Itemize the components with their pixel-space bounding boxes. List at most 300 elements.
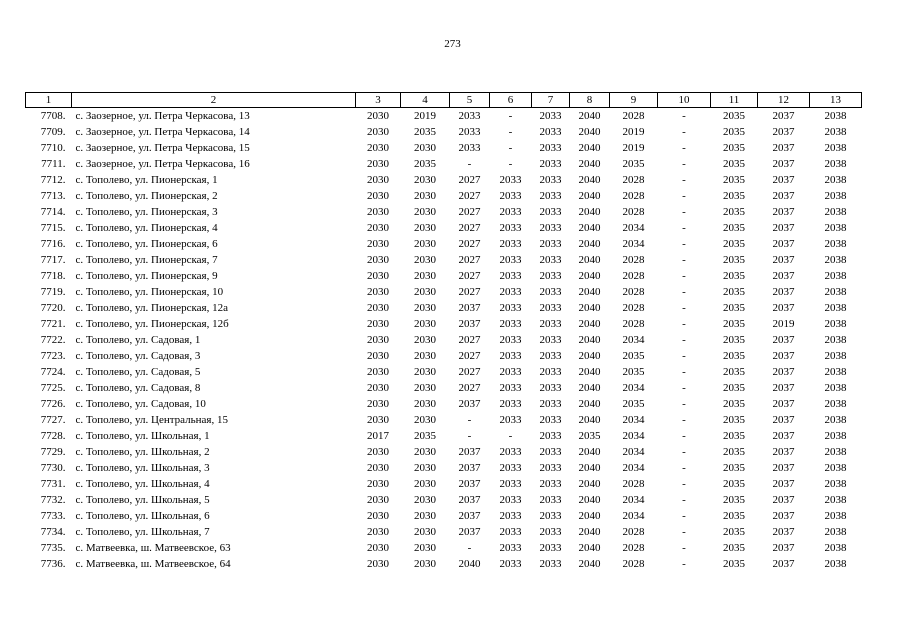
year-cell: 2035	[723, 366, 745, 378]
year-cell: 2033	[499, 238, 522, 250]
year-cell: 2033	[499, 270, 522, 282]
year-cell: 2033	[499, 414, 522, 426]
table-row	[26, 348, 862, 364]
table-row	[26, 108, 862, 125]
address-cell: с. Заозерное, ул. Петра Черкасова, 16	[75, 158, 250, 170]
year-cell: 2028	[622, 190, 645, 202]
table-row	[26, 556, 862, 572]
row-number-cell: 7736.	[40, 558, 66, 570]
year-cell: 2027	[458, 382, 481, 394]
year-cell: 2040	[578, 206, 601, 218]
year-cell: 2030	[367, 270, 389, 282]
table-row	[26, 156, 862, 172]
address-cell: с. Тополево, ул. Пионерская, 3	[75, 206, 218, 218]
year-cell: 2037	[458, 494, 481, 506]
year-cell: 2038	[824, 222, 847, 234]
row-number-cell: 7721.	[40, 318, 66, 330]
year-cell: 2038	[824, 254, 847, 266]
year-cell: 2033	[499, 302, 522, 314]
year-cell: 2028	[622, 526, 645, 538]
year-cell: 2033	[499, 366, 522, 378]
year-cell: 2019	[622, 142, 645, 154]
year-cell: -	[682, 190, 686, 202]
row-number-cell: 7733.	[40, 510, 66, 522]
year-cell: 2030	[414, 462, 436, 474]
year-cell: 2033	[539, 430, 562, 442]
year-cell: 2040	[578, 302, 601, 314]
year-cell: 2027	[458, 174, 481, 186]
table-row	[26, 236, 862, 252]
year-cell: -	[467, 158, 472, 170]
address-cell: с. Заозерное, ул. Петра Черкасова, 15	[75, 142, 250, 154]
year-cell: 2038	[824, 398, 847, 410]
year-cell: 2040	[578, 446, 601, 458]
year-cell: 2037	[772, 382, 795, 394]
year-cell: 2035	[723, 446, 745, 458]
year-cell: 2030	[414, 206, 436, 218]
column-header: 1	[26, 93, 72, 108]
year-cell: -	[508, 110, 513, 122]
year-cell: 2028	[622, 542, 645, 554]
year-cell: 2030	[367, 222, 389, 234]
year-cell: 2037	[772, 398, 795, 410]
year-cell: 2038	[824, 542, 847, 554]
address-cell: с. Тополево, ул. Школьная, 7	[75, 526, 210, 538]
year-cell: 2038	[824, 382, 847, 394]
year-cell: 2037	[772, 110, 795, 122]
year-cell: 2035	[414, 430, 436, 442]
address-cell: с. Тополево, ул. Центральная, 15	[75, 414, 228, 426]
year-cell: 2037	[772, 494, 795, 506]
year-cell: 2028	[622, 174, 645, 186]
table-row	[26, 284, 862, 300]
year-cell: 2033	[499, 542, 522, 554]
year-cell: 2030	[414, 174, 436, 186]
year-cell: 2040	[578, 286, 601, 298]
address-cell: с. Тополево, ул. Пионерская, 10	[75, 286, 224, 298]
year-cell: 2035	[723, 270, 745, 282]
year-cell: -	[682, 558, 686, 570]
address-cell: с. Тополево, ул. Пионерская, 9	[75, 270, 218, 282]
year-cell: 2033	[539, 158, 562, 170]
page-number: 273	[444, 38, 461, 50]
year-cell: -	[682, 158, 686, 170]
year-cell: 2040	[578, 542, 601, 554]
year-cell: 2038	[824, 174, 847, 186]
table-row	[26, 188, 862, 204]
year-cell: 2037	[772, 542, 795, 554]
year-cell: 2030	[367, 286, 389, 298]
year-cell: 2035	[622, 350, 645, 362]
year-cell: 2038	[824, 430, 847, 442]
year-cell: 2040	[578, 270, 601, 282]
year-cell: 2040	[578, 254, 601, 266]
year-cell: -	[682, 478, 686, 490]
year-cell: 2030	[414, 414, 436, 426]
year-cell: 2033	[499, 382, 522, 394]
year-cell: 2040	[578, 334, 601, 346]
year-cell: 2033	[539, 238, 562, 250]
year-cell: 2033	[539, 494, 562, 506]
header-row	[26, 93, 862, 108]
year-cell: 2035	[723, 110, 745, 122]
year-cell: 2037	[772, 158, 795, 170]
year-cell: 2040	[458, 558, 481, 570]
year-cell: 2030	[367, 238, 389, 250]
row-number-cell: 7708.	[40, 110, 66, 122]
year-cell: -	[682, 350, 686, 362]
year-cell: 2035	[723, 558, 745, 570]
year-cell: 2030	[367, 462, 389, 474]
year-cell: 2034	[622, 446, 645, 458]
year-cell: 2028	[622, 302, 645, 314]
year-cell: 2033	[499, 286, 522, 298]
year-cell: 2035	[723, 382, 745, 394]
row-number-cell: 7713.	[40, 190, 66, 202]
year-cell: 2030	[367, 334, 389, 346]
year-cell: 2035	[723, 430, 745, 442]
year-cell: 2030	[414, 302, 436, 314]
year-cell: 2040	[578, 190, 601, 202]
year-cell: 2030	[414, 190, 436, 202]
year-cell: 2028	[622, 318, 645, 330]
year-cell: 2038	[824, 270, 847, 282]
year-cell: -	[682, 526, 686, 538]
address-cell: с. Тополево, ул. Пионерская, 12б	[75, 318, 229, 330]
year-cell: -	[682, 126, 686, 138]
year-cell: 2037	[458, 478, 481, 490]
year-cell: 2040	[578, 478, 601, 490]
year-cell: 2033	[499, 334, 522, 346]
year-cell: 2030	[414, 478, 436, 490]
year-cell: 2037	[772, 462, 795, 474]
year-cell: 2033	[539, 366, 562, 378]
row-number-cell: 7728.	[40, 430, 66, 442]
address-cell: с. Матвеевка, ш. Матвеевское, 64	[75, 558, 231, 570]
year-cell: 2034	[622, 238, 645, 250]
year-cell: 2030	[367, 446, 389, 458]
table-row	[26, 428, 862, 444]
column-header: 9	[610, 93, 658, 108]
year-cell: 2037	[772, 238, 795, 250]
row-number-cell: 7710.	[40, 142, 66, 154]
year-cell: -	[682, 206, 686, 218]
year-cell: 2037	[458, 398, 481, 410]
year-cell: 2033	[539, 142, 562, 154]
year-cell: 2030	[367, 190, 389, 202]
year-cell: 2037	[772, 174, 795, 186]
year-cell: 2030	[367, 142, 389, 154]
year-cell: 2033	[539, 206, 562, 218]
row-number-cell: 7734.	[40, 526, 66, 538]
year-cell: 2040	[578, 222, 601, 234]
year-cell: 2027	[458, 190, 481, 202]
year-cell: 2035	[723, 526, 745, 538]
year-cell: 2038	[824, 334, 847, 346]
year-cell: 2030	[367, 382, 389, 394]
row-number-cell: 7712.	[40, 174, 66, 186]
year-cell: 2033	[539, 318, 562, 330]
year-cell: 2027	[458, 350, 481, 362]
year-cell: 2033	[458, 126, 481, 138]
year-cell: 2030	[414, 558, 436, 570]
year-cell: 2037	[772, 446, 795, 458]
year-cell: 2040	[578, 174, 601, 186]
year-cell: 2040	[578, 158, 601, 170]
year-cell: 2030	[367, 174, 389, 186]
year-cell: -	[467, 414, 472, 426]
year-cell: 2033	[539, 462, 562, 474]
year-cell: 2030	[414, 270, 436, 282]
year-cell: 2034	[622, 462, 645, 474]
year-cell: 2027	[458, 366, 481, 378]
year-cell: 2035	[723, 206, 745, 218]
year-cell: 2030	[414, 494, 436, 506]
column-header: 6	[490, 93, 532, 108]
year-cell: 2040	[578, 382, 601, 394]
year-cell: 2034	[622, 382, 645, 394]
row-number-cell: 7725.	[40, 382, 66, 394]
year-cell: 2033	[539, 414, 562, 426]
year-cell: 2037	[772, 190, 795, 202]
column-header: 12	[758, 93, 810, 108]
year-cell: 2030	[367, 126, 389, 138]
year-cell: 2035	[414, 126, 436, 138]
year-cell: 2035	[723, 142, 745, 154]
address-cell: с. Тополево, ул. Пионерская, 1	[75, 174, 218, 186]
year-cell: 2038	[824, 510, 847, 522]
year-cell: 2035	[578, 430, 601, 442]
year-cell: 2027	[458, 238, 481, 250]
year-cell: 2035	[723, 126, 745, 138]
table-row	[26, 316, 862, 332]
year-cell: 2037	[772, 270, 795, 282]
year-cell: 2030	[367, 318, 389, 330]
year-cell: 2040	[578, 414, 601, 426]
year-cell: 2037	[458, 510, 481, 522]
address-cell: с. Тополево, ул. Школьная, 6	[75, 510, 210, 522]
column-header: 4	[401, 93, 450, 108]
year-cell: 2028	[622, 286, 645, 298]
address-cell: с. Тополево, ул. Пионерская, 7	[75, 254, 218, 266]
row-number-cell: 7715.	[40, 222, 66, 234]
year-cell: 2033	[539, 190, 562, 202]
year-cell: -	[467, 430, 472, 442]
year-cell: -	[682, 494, 686, 506]
year-cell: 2038	[824, 158, 847, 170]
year-cell: 2033	[539, 558, 562, 570]
address-cell: с. Тополево, ул. Садовая, 10	[75, 398, 206, 410]
year-cell: 2030	[414, 286, 436, 298]
year-cell: 2030	[367, 350, 389, 362]
year-cell: 2033	[539, 446, 562, 458]
table-row	[26, 476, 862, 492]
year-cell: 2038	[824, 286, 847, 298]
year-cell: 2019	[414, 110, 436, 122]
year-cell: 2033	[499, 398, 522, 410]
year-cell: 2038	[824, 494, 847, 506]
year-cell: 2037	[772, 286, 795, 298]
year-cell: 2027	[458, 206, 481, 218]
address-cell: с. Тополево, ул. Школьная, 1	[75, 430, 210, 442]
year-cell: -	[682, 366, 686, 378]
year-cell: 2038	[824, 462, 847, 474]
year-cell: 2037	[772, 254, 795, 266]
year-cell: 2035	[723, 542, 745, 554]
year-cell: 2033	[458, 142, 481, 154]
year-cell: -	[682, 462, 686, 474]
table-body	[26, 108, 862, 573]
year-cell: 2030	[414, 542, 436, 554]
year-cell: 2037	[772, 302, 795, 314]
year-cell: 2030	[414, 510, 436, 522]
address-cell: с. Тополево, ул. Школьная, 2	[75, 446, 210, 458]
table-row	[26, 460, 862, 476]
row-number-cell: 7729.	[40, 446, 66, 458]
year-cell: 2040	[578, 142, 601, 154]
year-cell: 2038	[824, 110, 847, 122]
table-row	[26, 364, 862, 380]
year-cell: 2033	[539, 398, 562, 410]
row-number-cell: 7723.	[40, 350, 66, 362]
year-cell: 2033	[499, 174, 522, 186]
year-cell: 2033	[499, 190, 522, 202]
year-cell: 2033	[539, 270, 562, 282]
year-cell: -	[682, 318, 686, 330]
table-row	[26, 492, 862, 508]
year-cell: 2030	[367, 366, 389, 378]
year-cell: 2030	[367, 526, 389, 538]
year-cell: 2033	[539, 334, 562, 346]
row-number-cell: 7724.	[40, 366, 66, 378]
year-cell: -	[682, 142, 686, 154]
year-cell: 2035	[414, 158, 436, 170]
year-cell: 2038	[824, 190, 847, 202]
year-cell: 2037	[458, 526, 481, 538]
year-cell: 2038	[824, 558, 847, 570]
year-cell: 2034	[622, 494, 645, 506]
address-cell: с. Заозерное, ул. Петра Черкасова, 14	[75, 126, 250, 138]
year-cell: 2030	[367, 558, 389, 570]
address-cell: с. Тополево, ул. Пионерская, 2	[75, 190, 218, 202]
year-cell: 2033	[499, 350, 522, 362]
year-cell: -	[682, 222, 686, 234]
year-cell: -	[682, 398, 686, 410]
year-cell: 2033	[539, 542, 562, 554]
year-cell: 2030	[367, 206, 389, 218]
address-cell: с. Тополево, ул. Пионерская, 4	[75, 222, 218, 234]
year-cell: 2040	[578, 238, 601, 250]
year-cell: 2037	[772, 142, 795, 154]
year-cell: 2033	[539, 110, 562, 122]
year-cell: 2033	[499, 462, 522, 474]
year-cell: -	[682, 382, 686, 394]
year-cell: 2035	[723, 398, 745, 410]
year-cell: 2035	[723, 350, 745, 362]
year-cell: -	[682, 270, 686, 282]
year-cell: -	[682, 110, 686, 122]
column-header: 5	[450, 93, 490, 108]
column-header: 8	[570, 93, 610, 108]
year-cell: 2033	[499, 526, 522, 538]
table-row	[26, 300, 862, 316]
year-cell: 2033	[539, 382, 562, 394]
year-cell: 2035	[723, 414, 745, 426]
address-cell: с. Тополево, ул. Школьная, 4	[75, 478, 210, 490]
row-number-cell: 7720.	[40, 302, 66, 314]
year-cell: 2040	[578, 318, 601, 330]
year-cell: 2033	[499, 206, 522, 218]
year-cell: 2030	[367, 510, 389, 522]
year-cell: 2028	[622, 110, 645, 122]
year-cell: 2028	[622, 206, 645, 218]
year-cell: 2019	[772, 318, 795, 330]
year-cell: 2019	[622, 126, 645, 138]
row-number-cell: 7717.	[40, 254, 66, 266]
year-cell: -	[682, 174, 686, 186]
year-cell: 2028	[622, 558, 645, 570]
address-cell: с. Тополево, ул. Садовая, 8	[75, 382, 201, 394]
table-row	[26, 140, 862, 156]
row-number-cell: 7718.	[40, 270, 66, 282]
year-cell: 2030	[367, 542, 389, 554]
year-cell: 2017	[367, 430, 389, 442]
year-cell: -	[682, 302, 686, 314]
table-row	[26, 220, 862, 236]
year-cell: -	[508, 158, 513, 170]
year-cell: 2034	[622, 334, 645, 346]
year-cell: 2033	[539, 222, 562, 234]
year-cell: 2033	[499, 510, 522, 522]
year-cell: 2035	[723, 174, 745, 186]
year-cell: 2037	[458, 302, 481, 314]
year-cell: 2033	[539, 350, 562, 362]
year-cell: 2033	[499, 558, 522, 570]
column-header: 11	[711, 93, 758, 108]
address-cell: с. Тополево, ул. Пионерская, 12а	[75, 302, 228, 314]
year-cell: 2027	[458, 334, 481, 346]
year-cell: 2030	[414, 398, 436, 410]
year-cell: 2037	[772, 430, 795, 442]
row-number-cell: 7730.	[40, 462, 66, 474]
year-cell: 2034	[622, 430, 645, 442]
year-cell: 2030	[367, 302, 389, 314]
table-row	[26, 524, 862, 540]
address-cell: с. Тополево, ул. Садовая, 1	[75, 334, 201, 346]
row-number-cell: 7735.	[40, 542, 66, 554]
year-cell: -	[682, 414, 686, 426]
row-number-cell: 7709.	[40, 126, 66, 138]
table-row	[26, 252, 862, 268]
year-cell: 2038	[824, 414, 847, 426]
year-cell: -	[508, 430, 513, 442]
year-cell: 2038	[824, 350, 847, 362]
year-cell: 2034	[622, 222, 645, 234]
address-cell: с. Тополево, ул. Садовая, 5	[75, 366, 201, 378]
address-cell: с. Тополево, ул. Школьная, 5	[75, 494, 210, 506]
year-cell: 2037	[772, 334, 795, 346]
table-row	[26, 332, 862, 348]
table-row	[26, 172, 862, 188]
year-cell: 2035	[723, 158, 745, 170]
row-number-cell: 7732.	[40, 494, 66, 506]
year-cell: 2037	[772, 526, 795, 538]
year-cell: 2030	[367, 110, 389, 122]
column-header: 10	[658, 93, 711, 108]
year-cell: 2040	[578, 350, 601, 362]
year-cell: 2027	[458, 222, 481, 234]
year-cell: 2033	[539, 478, 562, 490]
